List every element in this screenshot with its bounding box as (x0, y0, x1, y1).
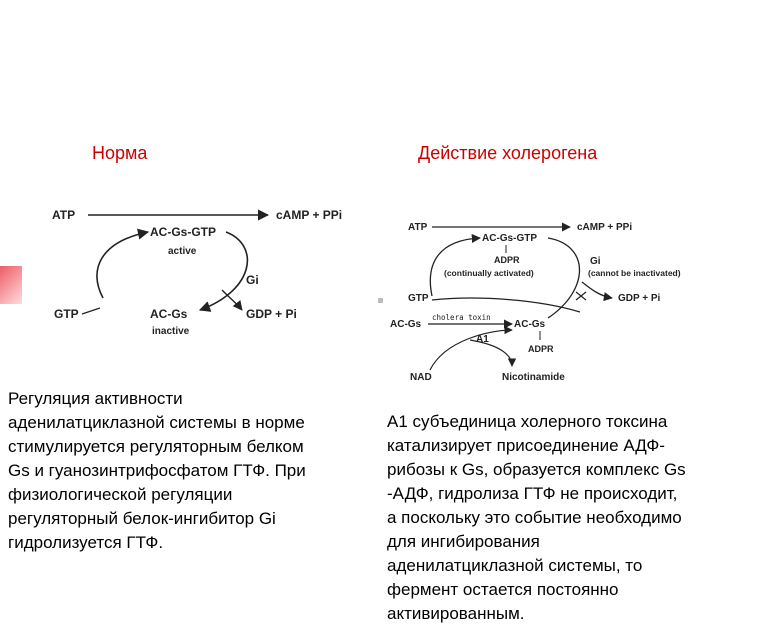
ac-gs-product-label: AC-Gs (514, 319, 546, 330)
active-to-inactive-arrow (200, 232, 247, 310)
nicotinamide-label: Nicotinamide (502, 372, 565, 383)
to-gdp-arrow-right (582, 282, 612, 298)
atp-label: ATP (52, 208, 76, 222)
camp-label: cAMP + PPi (276, 208, 343, 222)
gtp-connector (82, 308, 100, 314)
text-line: регуляторный белок-ингибитор Gi (8, 509, 276, 528)
diagram-normal (52, 208, 342, 337)
gtp-label: GTP (54, 307, 79, 321)
text-line: Gs и гуанозинтрифосфатом ГТФ. При (8, 461, 306, 480)
text-line: Регуляция активности (8, 389, 183, 408)
active-label: active (168, 246, 197, 257)
heading-norm: Норма (92, 143, 148, 163)
text-line: аденилатциклазной системы, то (387, 556, 643, 575)
text-line: катализирует присоединение АДФ- (387, 436, 665, 455)
ac-gs-label: AC-Gs (390, 319, 422, 330)
cannot-inactivated-label: (cannot be inactivated) (588, 268, 681, 278)
text-line: а поскольку это событие необходимо (387, 508, 682, 527)
gdp-label: GDP + Pi (246, 307, 297, 321)
gtp-to-complex-arrow-right (430, 238, 480, 296)
nad-label: NAD (410, 372, 432, 383)
nad-to-product-arrow (430, 330, 512, 370)
inactive-label: inactive (152, 326, 190, 337)
description-normal (8, 387, 368, 555)
text-line: стимулируется регуляторным белком (8, 437, 304, 456)
a1-label: A1 (476, 334, 489, 345)
text-line: физиологической регуляции (8, 485, 233, 504)
gdp-label-right: GDP + Pi (618, 293, 661, 304)
to-gdp-arrow (222, 290, 242, 310)
active-complex-label: AC-Gs-GTP (150, 225, 216, 239)
text-line: для ингибирования (387, 532, 540, 551)
inactive-complex-label: AC-Gs (150, 307, 188, 321)
text-line: рибозы к Gs, образуется комплекс Gs (387, 460, 686, 479)
text-line: аденилатциклазной системы в норме (8, 413, 305, 432)
complex-label-right: AC-Gs-GTP (482, 233, 537, 244)
gtp-label-right: GTP (408, 293, 429, 304)
atp-label-right: ATP (408, 222, 428, 233)
adpr-top-label: ADPR (494, 255, 520, 265)
text-line: А1 субъединица холерного токсина (387, 412, 668, 431)
description-cholera (387, 410, 747, 626)
diagram-cholera (390, 222, 681, 383)
gi-label-right: Gi (590, 256, 601, 267)
heading-cholera-action: Действие холерогена (418, 143, 598, 163)
continually-activated-label: (continually activated) (444, 268, 534, 278)
adpr-bottom-label: ADPR (528, 344, 554, 354)
text-line: активированным. (387, 604, 525, 623)
text-line: гидролизуется ГТФ. (8, 533, 164, 552)
cholera-toxin-label: cholera toxin (432, 313, 491, 322)
text-line: фермент остается постоянно (387, 580, 619, 599)
gtp-to-active-arrow (97, 232, 148, 298)
camp-label-right: cAMP + PPi (577, 222, 633, 233)
text-line: -АДФ, гидролиза ГТФ не происходит, (387, 484, 678, 503)
gi-label: Gi (246, 273, 259, 287)
